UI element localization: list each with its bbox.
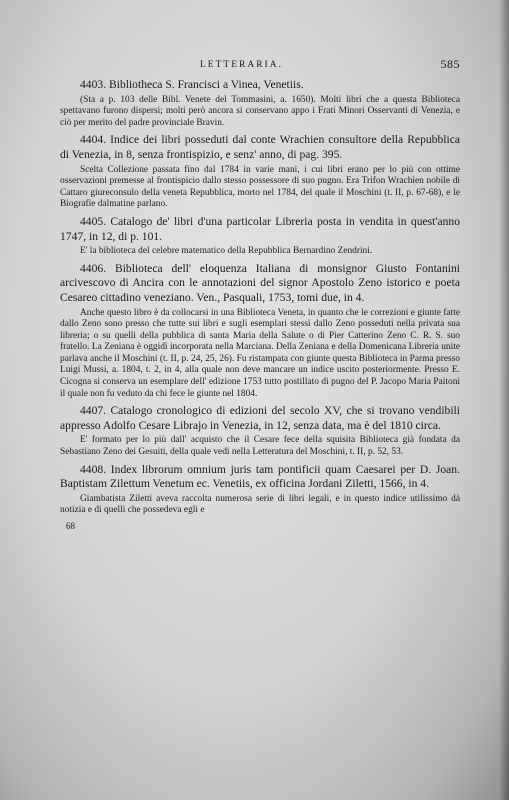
entry-4405-heading: 4405. Catalogo de' libri d'una particolar Libreria posta in vendita in quest'anno 1747, in 12, di p. 101. xyxy=(60,214,460,243)
entry-4406-heading: 4406. Biblioteca dell' eloquenza Italiana di monsignor Giusto Fontanini arcivescovo di Ancira con le annotazioni del signor Apostolo Zeno istorico e poeta Cesareo cittadino veneziano. Ven., Pasquali, 1753, tomi due, in 4. xyxy=(60,261,460,304)
page-number: 585 xyxy=(440,57,460,71)
entry-4407-heading: 4407. Catalogo cronologico di edizioni del secolo XV, che si trovano vendibili appresso Adolfo Cesare Librajo in Venezia, in 12, senza data, ma è del 1810 circa. xyxy=(60,404,460,432)
entry-4407-note: E' formato per lo più dall' acquisto che il Cesare fece della squisita Biblioteca già fondata da Sebastiano Zeno dei Gesuiti, della quale vedi nella Letteratura del Moschini, t. II, p. 52, 53. xyxy=(60,435,460,458)
page-edge-shadow xyxy=(499,0,509,800)
entry-4404-heading: 4404. Indice dei libri posseduti dal conte Wrachien consultore della Repubblica di Venezia, in 8, senza frontispizio, e senz' anno, di pag. 395. xyxy=(60,133,460,161)
entry-4403-note: (Sta a p. 103 delle Bibl. Venete del Tommasini, a. 1650). Molti libri che a questa Biblioteca spettavano furono dispersi; molti però ancora si conservano appo i Frati Minori Osservanti di Venezia, e ciò per merito del padre provinciale Bravin. xyxy=(60,94,460,128)
entry-4406-note: Anche questo libro è da collocarsi in una Biblioteca Veneta, in quanto che le correzioni e giunte fatte dallo Zeno sono presso che tutte sui libri e sugli esemplari stessi dallo Zeno posseduti nella privata sua libreria; o su quelli della pubblica di santa Maria della Salute o di Pier Catterino Zeno C. R. S. suo fratello. La Zeniana è oggidì incorporata nella Marciana. Della Zeniana e della Domenicana Libreria unite parlava anche il Moschini (t. II, p. 24, 25, 26). Fu ristampata con giunte questa Biblioteca in Parma presso Luigi Mussi, a. 1804, t. 2, in 4, alla quale non deve mancare un indice uscito posteriormente. Presso E. Cicogna si conserva un esemplare dell' edizione 1753 tutto postillato di pugno del P. Jacopo Maria Paitoni il quale non fu veduto da chi fece le giunte nel 1804. xyxy=(60,307,460,399)
signature-mark: 68 xyxy=(66,521,75,531)
page-content xyxy=(60,78,460,531)
entry-4408-note: Giambatista Ziletti aveva raccolta numerosa serie di libri legali, e in questo indice utilissimo dà notizia e di quelli che possedeva egli e xyxy=(60,493,460,516)
entry-4408-heading: 4408. Index librorum omnium juris tam pontificii quam Caesarei per D. Joan. Baptistam Zilettum Venetum ec. Venetiis, ex officina Jordani Ziletti, 1566, in 4. xyxy=(60,462,460,491)
entry-4404-note: Scelta Collezione passata fino dal 1784 in varie mani, i cui libri erano per lo più con ottime osservazioni premesse al frontispicio dallo stesso possessore di suo pugno. Era Trifon Wrachien nobile di Cattaro giureconsulo della veneta Repubblica, morto nel 1784, del quale il Moschini (t. II, p. 67-68), e le Biografie dalmatine parlano. xyxy=(60,164,460,210)
running-title: LETTERARIA. xyxy=(200,60,283,70)
entry-4403-heading: 4403. Bibliotheca S. Francisci a Vinea, Venetiis. xyxy=(80,78,304,91)
entry-4405-note: E' la biblioteca del celebre matematico della Repubblica Bernardino Zendrini. xyxy=(80,246,373,257)
